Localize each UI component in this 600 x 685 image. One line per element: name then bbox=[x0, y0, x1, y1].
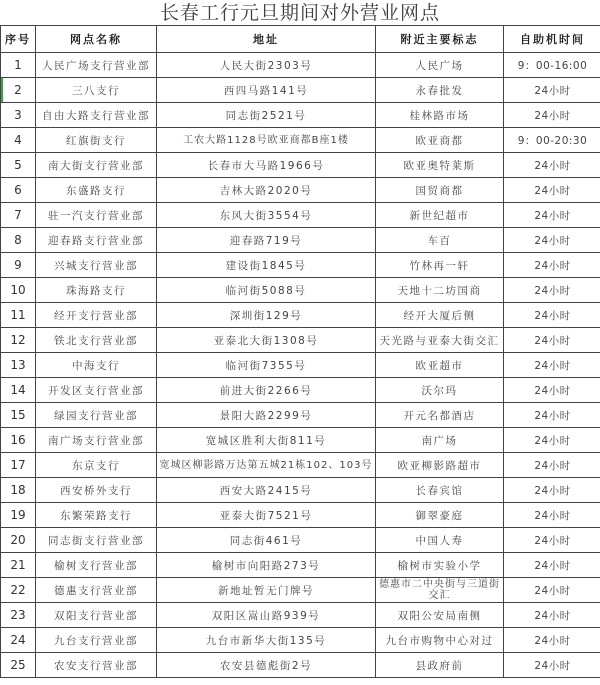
cell-address: 深圳街129号 bbox=[157, 303, 376, 328]
table-row bbox=[1, 403, 600, 428]
header-no: 序号 bbox=[1, 26, 36, 53]
cell-atm-hours: 24小时 bbox=[504, 153, 600, 178]
cell-branch-name: 中海支行 bbox=[36, 353, 157, 378]
cell-no: 9 bbox=[1, 253, 36, 278]
cell-no: 17 bbox=[1, 453, 36, 478]
cell-no: 4 bbox=[1, 128, 36, 153]
cell-landmark: 竹林再一轩 bbox=[376, 253, 504, 278]
cell-address: 双阳区嵩山路939号 bbox=[157, 603, 376, 628]
cell-branch-name: 铁北支行营业部 bbox=[36, 328, 157, 353]
header-atm-hours: 自助机时间 bbox=[504, 26, 600, 53]
cell-landmark: 中国人寿 bbox=[376, 528, 504, 553]
cell-atm-hours: 24小时 bbox=[504, 653, 600, 678]
cell-no: 18 bbox=[1, 478, 36, 503]
table-row bbox=[1, 128, 600, 153]
cell-no: 24 bbox=[1, 628, 36, 653]
cell-branch-name: 东盛路支行 bbox=[36, 178, 157, 203]
cell-address: 东风大街3554号 bbox=[157, 203, 376, 228]
table-row bbox=[1, 228, 600, 253]
cell-atm-hours: 24小时 bbox=[504, 78, 600, 103]
table-row bbox=[1, 253, 600, 278]
cell-landmark: 车百 bbox=[376, 228, 504, 253]
table-row bbox=[1, 378, 600, 403]
cell-landmark: 德惠市二中央街与三道街交汇 bbox=[376, 578, 504, 603]
cell-no: 12 bbox=[1, 328, 36, 353]
cell-no: 6 bbox=[1, 178, 36, 203]
cell-address: 景阳大路2299号 bbox=[157, 403, 376, 428]
cell-address: 榆树市向阳路273号 bbox=[157, 553, 376, 578]
cell-no: 19 bbox=[1, 503, 36, 528]
cell-address: 新地址暂无门牌号 bbox=[157, 578, 376, 603]
cell-atm-hours: 24小时 bbox=[504, 578, 600, 603]
cell-landmark: 南广场 bbox=[376, 428, 504, 453]
table-row bbox=[1, 553, 600, 578]
cell-landmark: 御翠豪庭 bbox=[376, 503, 504, 528]
cell-address: 同志街461号 bbox=[157, 528, 376, 553]
cell-no: 5 bbox=[1, 153, 36, 178]
cell-branch-name: 人民广场支行营业部 bbox=[36, 53, 157, 78]
cell-no: 10 bbox=[1, 278, 36, 303]
table-header-row bbox=[1, 26, 600, 53]
cell-atm-hours: 9：00-20:30 bbox=[504, 128, 600, 153]
cell-branch-name: 经开支行营业部 bbox=[36, 303, 157, 328]
table-row bbox=[1, 428, 600, 453]
cell-address: 九台市新华大街135号 bbox=[157, 628, 376, 653]
table-row bbox=[1, 203, 600, 228]
cell-landmark: 沃尔玛 bbox=[376, 378, 504, 403]
cell-address: 吉林大路2020号 bbox=[157, 178, 376, 203]
table-row bbox=[1, 478, 600, 503]
cell-branch-name: 西安桥外支行 bbox=[36, 478, 157, 503]
cell-address: 同志街2521号 bbox=[157, 103, 376, 128]
cell-atm-hours: 24小时 bbox=[504, 228, 600, 253]
cell-address: 亚泰北大街1308号 bbox=[157, 328, 376, 353]
cell-atm-hours: 24小时 bbox=[504, 253, 600, 278]
cell-atm-hours: 24小时 bbox=[504, 328, 600, 353]
table-row bbox=[1, 153, 600, 178]
cell-no: 1 bbox=[1, 53, 36, 78]
cell-atm-hours: 24小时 bbox=[504, 403, 600, 428]
table-row bbox=[1, 578, 600, 603]
cell-branch-name: 兴城支行营业部 bbox=[36, 253, 157, 278]
cell-branch-name: 九台支行营业部 bbox=[36, 628, 157, 653]
table-row bbox=[1, 353, 600, 378]
cell-branch-name: 迎春路支行营业部 bbox=[36, 228, 157, 253]
cell-branch-name: 农安支行营业部 bbox=[36, 653, 157, 678]
cell-branch-name: 南广场支行营业部 bbox=[36, 428, 157, 453]
cell-landmark: 人民广场 bbox=[376, 53, 504, 78]
cell-address: 长春市大马路1966号 bbox=[157, 153, 376, 178]
cell-address: 人民大街2303号 bbox=[157, 53, 376, 78]
cell-branch-name: 德惠支行营业部 bbox=[36, 578, 157, 603]
table-row bbox=[1, 328, 600, 353]
table-row bbox=[1, 303, 600, 328]
table-row bbox=[1, 503, 600, 528]
cell-atm-hours: 9：00-16:00 bbox=[504, 53, 600, 78]
table-row bbox=[1, 653, 600, 678]
header-name: 网点名称 bbox=[36, 26, 157, 53]
cell-address: 亚泰大街7521号 bbox=[157, 503, 376, 528]
cell-branch-name: 珠海路支行 bbox=[36, 278, 157, 303]
cell-landmark: 欧亚商都 bbox=[376, 128, 504, 153]
header-address: 地址 bbox=[157, 26, 376, 53]
table-row bbox=[1, 78, 600, 103]
cell-landmark: 桂林路市场 bbox=[376, 103, 504, 128]
table-row bbox=[1, 53, 600, 78]
cell-atm-hours: 24小时 bbox=[504, 603, 600, 628]
cell-landmark: 长春宾馆 bbox=[376, 478, 504, 503]
cell-landmark: 国贸商都 bbox=[376, 178, 504, 203]
cell-landmark: 新世纪超市 bbox=[376, 203, 504, 228]
cell-no: 11 bbox=[1, 303, 36, 328]
table-row bbox=[1, 528, 600, 553]
cell-no: 7 bbox=[1, 203, 36, 228]
cell-branch-name: 同志街支行营业部 bbox=[36, 528, 157, 553]
cell-atm-hours: 24小时 bbox=[504, 628, 600, 653]
cell-branch-name: 三八支行 bbox=[36, 78, 157, 103]
cell-no: 21 bbox=[1, 553, 36, 578]
cell-address: 临河街7355号 bbox=[157, 353, 376, 378]
cell-branch-name: 双阳支行营业部 bbox=[36, 603, 157, 628]
cell-no: 13 bbox=[1, 353, 36, 378]
cell-address: 农安县德彪街2号 bbox=[157, 653, 376, 678]
cell-address: 迎春路719号 bbox=[157, 228, 376, 253]
cell-no: 25 bbox=[1, 653, 36, 678]
cell-no: 20 bbox=[1, 528, 36, 553]
cell-landmark: 永春批发 bbox=[376, 78, 504, 103]
cell-branch-name: 自由大路支行营业部 bbox=[36, 103, 157, 128]
table-row bbox=[1, 103, 600, 128]
cell-landmark: 欧亚超市 bbox=[376, 353, 504, 378]
cell-atm-hours: 24小时 bbox=[504, 453, 600, 478]
cell-landmark: 欧亚柳影路超市 bbox=[376, 453, 504, 478]
cell-no: 16 bbox=[1, 428, 36, 453]
cell-no: 3 bbox=[1, 103, 36, 128]
cell-branch-name: 开发区支行营业部 bbox=[36, 378, 157, 403]
cell-atm-hours: 24小时 bbox=[504, 353, 600, 378]
cell-address: 西四马路141号 bbox=[157, 78, 376, 103]
cell-address: 临河街5088号 bbox=[157, 278, 376, 303]
cell-address: 宽城区柳影路万达第五城21栋102、103号 bbox=[157, 453, 376, 478]
table-row bbox=[1, 278, 600, 303]
cell-atm-hours: 24小时 bbox=[504, 428, 600, 453]
cell-branch-name: 南大街支行营业部 bbox=[36, 153, 157, 178]
cell-atm-hours: 24小时 bbox=[504, 203, 600, 228]
table-row bbox=[1, 603, 600, 628]
cell-landmark: 榆树市实验小学 bbox=[376, 553, 504, 578]
cell-atm-hours: 24小时 bbox=[504, 478, 600, 503]
cell-landmark: 经开大厦后侧 bbox=[376, 303, 504, 328]
cell-landmark: 双阳公安局南侧 bbox=[376, 603, 504, 628]
cell-landmark: 县政府前 bbox=[376, 653, 504, 678]
cell-branch-name: 绿园支行营业部 bbox=[36, 403, 157, 428]
header-landmark: 附近主要标志 bbox=[376, 26, 504, 53]
cell-address: 建设街1845号 bbox=[157, 253, 376, 278]
cell-address: 工农大路1128号欧亚商都B座1楼 bbox=[157, 128, 376, 153]
cell-address: 宽城区胜利大街811号 bbox=[157, 428, 376, 453]
cell-landmark: 开元名都酒店 bbox=[376, 403, 504, 428]
cell-atm-hours: 24小时 bbox=[504, 553, 600, 578]
cell-landmark: 天地十二坊国商 bbox=[376, 278, 504, 303]
cell-no: 22 bbox=[1, 578, 36, 603]
cell-no: 2 bbox=[1, 78, 36, 103]
cell-branch-name: 东京支行 bbox=[36, 453, 157, 478]
cell-no: 23 bbox=[1, 603, 36, 628]
cell-branch-name: 东繁荣路支行 bbox=[36, 503, 157, 528]
cell-atm-hours: 24小时 bbox=[504, 378, 600, 403]
cell-address: 西安大路2415号 bbox=[157, 478, 376, 503]
cell-no: 14 bbox=[1, 378, 36, 403]
cell-no: 15 bbox=[1, 403, 36, 428]
cell-landmark: 欧亚奥特莱斯 bbox=[376, 153, 504, 178]
cell-no: 8 bbox=[1, 228, 36, 253]
branch-table bbox=[0, 25, 600, 678]
table-row bbox=[1, 628, 600, 653]
cell-atm-hours: 24小时 bbox=[504, 303, 600, 328]
cell-atm-hours: 24小时 bbox=[504, 103, 600, 128]
cell-atm-hours: 24小时 bbox=[504, 278, 600, 303]
cell-branch-name: 榆树支行营业部 bbox=[36, 553, 157, 578]
cell-landmark: 天光路与亚泰大街交汇 bbox=[376, 328, 504, 353]
cell-address: 前进大街2266号 bbox=[157, 378, 376, 403]
cell-atm-hours: 24小时 bbox=[504, 528, 600, 553]
cell-landmark: 九台市购物中心对过 bbox=[376, 628, 504, 653]
cell-branch-name: 红旗街支行 bbox=[36, 128, 157, 153]
page-title: 长春工行元旦期间对外营业网点 bbox=[159, 2, 440, 24]
table-row bbox=[1, 178, 600, 203]
cell-atm-hours: 24小时 bbox=[504, 178, 600, 203]
table-row bbox=[1, 453, 600, 478]
cell-atm-hours: 24小时 bbox=[504, 503, 600, 528]
cell-branch-name: 驻一汽支行营业部 bbox=[36, 203, 157, 228]
